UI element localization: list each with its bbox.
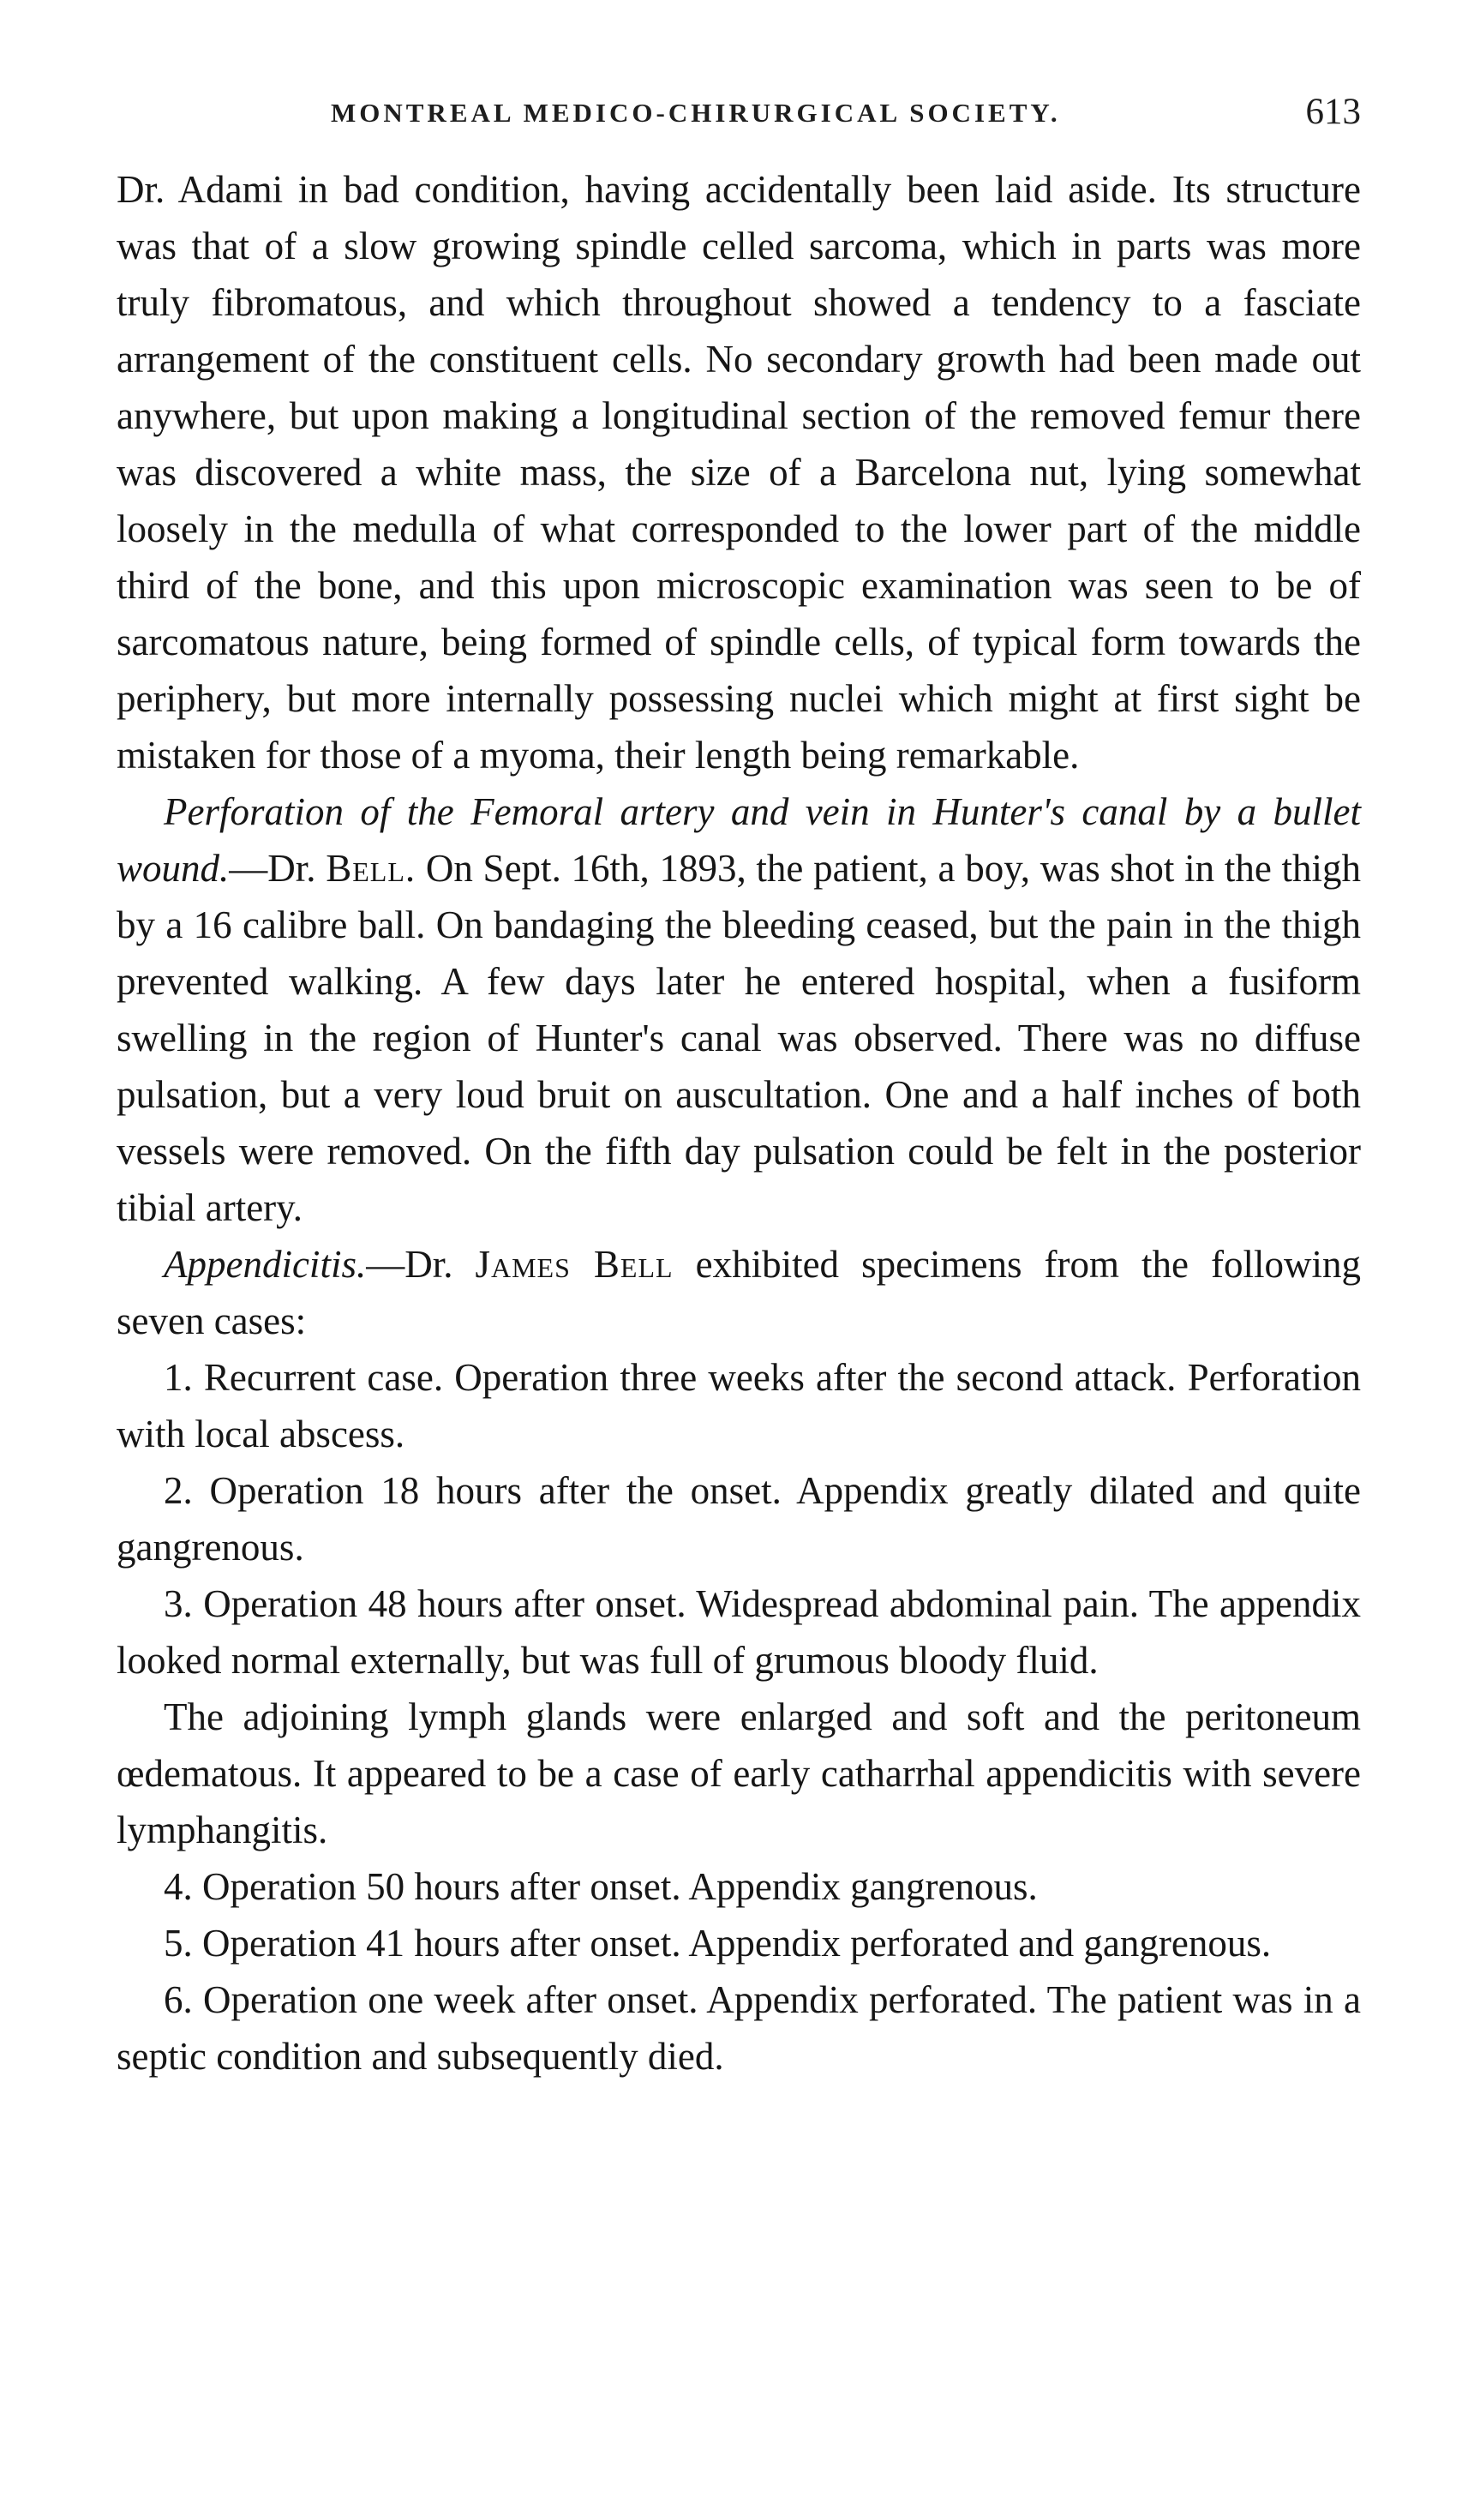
case-item: 5. Operation 41 hours after onset. Appendix perforated and gangrenous. — [164, 1922, 1272, 1965]
author-name: Bell. — [326, 847, 416, 890]
case-item: 2. Operation 18 hours after the onset. Appendix greatly dilated and quite gangrenous. — [117, 1469, 1361, 1569]
paragraph-continuation — [117, 161, 1361, 783]
page-number: 613 — [1305, 92, 1361, 132]
case-note: The adjoining lymph glands were enlarged and soft and the peritoneum œdematous. It appeared to be a case of early catharrhal appendicitis with severe lymphangitis. — [117, 1695, 1361, 1851]
paragraph-femoral-artery — [117, 783, 1361, 1236]
case-item: 3. Operation 48 hours after onset. Widespread abdominal pain. The appendix looked normal externally, but was full of grumous bloody fluid. — [117, 1582, 1361, 1682]
author-name: James Bell — [475, 1243, 674, 1286]
body-text — [117, 161, 1361, 2085]
paragraph-text: Dr. Adami in bad condition, having accidentally been laid aside. Its structure was that of a slow growing spindle celled sarcoma, which in parts was more truly fibromatous, and which throughout showed a tendency to a fasciate arrangement of the constituent cells. No secondary growth had been made out anywhere, but upon making a longitudinal section of the removed femur there was discovered a white mass, the size of a Barcelona nut, lying somewhat loosely in the medulla of what corresponded to the lower part of the middle third of the bone, and this upon microscopic examination was seen to be of sarcomatous nature, being formed of spindle cells, of typical form towards the periphery, but more internally possessing nuclei which might at first sight be mistaken for those of a myoma, their length being remarkable. — [117, 168, 1361, 777]
case-item: 1. Recurrent case. Operation three weeks after the second attack. Perforation with local abscess. — [117, 1356, 1361, 1455]
author-prefix: Dr. — [267, 847, 316, 890]
paragraph-text: On Sept. 16th, 1893, the patient, a boy, was shot in the thigh by a 16 calibre ball. On bandaging the bleeding ceased, but the pain in the thigh prevented walking. A few days later he entered hospital, when a fusiform swelling in the region of Hunter's canal was observed. There was no diffuse pulsation, but a very loud bruit on auscultation. One and a half inches of both vessels were removed. On the fifth day pulsation could be felt in the posterior tibial artery. — [117, 847, 1362, 1229]
author-prefix: Dr. — [404, 1243, 453, 1286]
paragraph-appendicitis — [117, 1236, 1361, 1349]
section-title: Perforation of the Femoral artery and vein in Hunter's canal by a bullet wound. — [117, 790, 1361, 890]
section-title: Appendicitis. — [164, 1243, 367, 1286]
page-header — [117, 86, 1361, 137]
em-dash: — — [229, 847, 268, 890]
document-page — [117, 86, 1361, 2085]
case-item: 6. Operation one week after onset. Appendix perforated. The patient was in a septic condition and subsequently died. — [117, 1978, 1361, 2078]
paragraph-text: exhibited specimens from the following seven cases: — [117, 1243, 1361, 1342]
em-dash: — — [366, 1243, 405, 1286]
running-head: MONTREAL MEDICO-CHIRURGICAL SOCIETY. — [331, 98, 1061, 128]
case-item: 4. Operation 50 hours after onset. Appendix gangrenous. — [164, 1865, 1038, 1908]
